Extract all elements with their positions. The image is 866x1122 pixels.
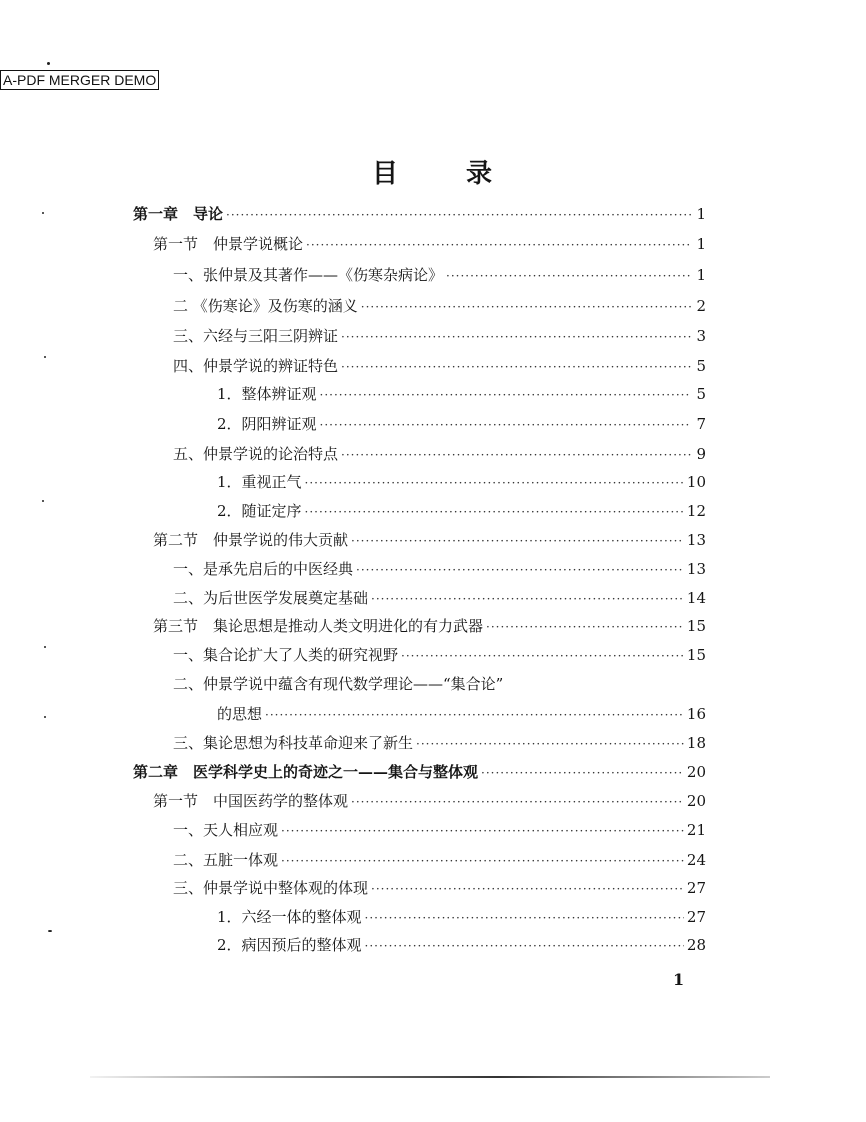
toc-entry[interactable] <box>173 558 706 579</box>
toc-entry[interactable] <box>173 819 706 840</box>
toc-entry-page: 1 <box>696 235 706 253</box>
dot-leader <box>226 208 691 222</box>
toc-entry[interactable] <box>153 615 706 636</box>
toc-entry-label: 二、为后世医学发展奠定基础 <box>173 589 369 607</box>
scan-dot <box>44 716 46 718</box>
toc-entry-page: 27 <box>686 879 706 897</box>
dot-leader <box>356 563 684 577</box>
toc-entry[interactable] <box>173 443 706 464</box>
toc-entry-page: 12 <box>686 502 706 520</box>
dot-leader <box>361 300 691 314</box>
toc-entry[interactable] <box>173 355 706 376</box>
scan-dot <box>44 356 46 358</box>
toc-entry-label: 三、仲景学说中整体观的体现 <box>173 879 369 897</box>
toc-entry-page: 7 <box>696 415 706 433</box>
scan-dot <box>42 212 44 214</box>
page-number: 1 <box>673 970 685 989</box>
scan-dot <box>47 62 50 65</box>
toc-entry[interactable] <box>173 877 706 898</box>
toc-entry[interactable] <box>173 587 706 608</box>
toc-entry-label: 三、六经与三阳三阴辨证 <box>173 327 339 345</box>
toc-entry-page: 14 <box>686 589 706 607</box>
toc-entry[interactable] <box>173 849 706 870</box>
dot-leader <box>320 418 691 432</box>
toc-entry-label: 四、仲景学说的辨证特色 <box>173 357 339 375</box>
toc-entry[interactable] <box>153 233 706 254</box>
dot-leader <box>486 620 684 634</box>
title-char-2: 录 <box>465 159 492 189</box>
dot-leader <box>341 360 691 374</box>
toc-entry-page: 16 <box>686 705 706 723</box>
toc-entry-label: 三、集论思想为科技革命迎来了新生 <box>173 734 414 752</box>
toc-entry-label: 二 《伤寒论》及伤寒的涵义 <box>173 297 358 315</box>
dot-leader <box>306 238 691 252</box>
toc-entry-label: 2．病因预后的整体观 <box>217 936 362 954</box>
toc-entry-label: 1．重视正气 <box>217 473 302 491</box>
toc-entry-label: 1．整体辨证观 <box>217 385 317 403</box>
toc-entry-page: 15 <box>686 617 706 635</box>
toc-entry-page: 27 <box>686 908 706 926</box>
toc-entry-page: 21 <box>686 821 706 839</box>
scan-artifact-line <box>90 1076 770 1078</box>
toc-entry-label: 的思想 <box>217 705 263 723</box>
toc-entry-page: 24 <box>686 851 706 869</box>
toc-entry[interactable] <box>217 703 706 724</box>
title-char-1: 目 <box>372 159 399 189</box>
dot-leader <box>341 448 691 462</box>
scan-dot <box>42 500 44 502</box>
toc-entry[interactable] <box>217 413 706 434</box>
toc-entry-page: 9 <box>696 445 706 463</box>
toc-entry[interactable] <box>217 383 706 404</box>
toc-entry-label: 第二节 仲景学说的伟大贡献 <box>153 531 349 549</box>
toc-entry[interactable] <box>217 906 706 927</box>
toc-entry-page: 18 <box>686 734 706 752</box>
toc-entry[interactable] <box>173 644 706 665</box>
dot-leader <box>365 939 684 953</box>
toc-entry-label: 一、张仲景及其著作——《伤寒杂病论》 <box>173 266 444 284</box>
toc-entry[interactable] <box>217 934 706 955</box>
dot-leader <box>351 795 684 809</box>
dot-leader <box>320 388 691 402</box>
dot-leader <box>416 737 684 751</box>
toc-entry-label: 2．随证定序 <box>217 502 302 520</box>
toc-entry[interactable] <box>173 732 706 753</box>
toc-entry-page: 5 <box>696 357 706 375</box>
dot-leader <box>281 824 684 838</box>
toc-entry[interactable] <box>217 500 706 521</box>
toc-entry-label: 一、是承先启后的中医经典 <box>173 560 354 578</box>
toc-entry-page: 1 <box>696 205 706 223</box>
toc-entry-page: 20 <box>686 792 706 810</box>
toc-entry-label: 一、集合论扩大了人类的研究视野 <box>173 646 399 664</box>
toc-entry-label: 五、仲景学说的论治特点 <box>173 445 339 463</box>
watermark-label: A-PDF MERGER DEMO <box>0 70 159 90</box>
dot-leader <box>446 269 691 283</box>
toc-entry[interactable] <box>217 471 706 492</box>
toc-entry-label: 1．六经一体的整体观 <box>217 908 362 926</box>
dot-leader <box>481 766 684 780</box>
toc-entry[interactable] <box>153 529 706 550</box>
dot-leader <box>341 330 691 344</box>
dot-leader <box>281 854 684 868</box>
toc-entry-page: 10 <box>686 473 706 491</box>
toc-entry-label: 第二章 医学科学史上的奇迹之一——集合与整体观 <box>133 763 479 781</box>
dot-leader <box>265 708 684 722</box>
toc-entry-page: 13 <box>686 531 706 549</box>
dot-leader <box>371 882 684 896</box>
toc-entry[interactable] <box>133 761 706 782</box>
dot-leader <box>351 534 684 548</box>
dot-leader <box>305 505 684 519</box>
toc-entry-page: 28 <box>686 936 706 954</box>
toc-entry-label: 二、五脏一体观 <box>173 851 279 869</box>
toc-entry[interactable] <box>173 264 706 285</box>
dot-leader <box>305 476 684 490</box>
toc-entry-label: 第一节 中国医药学的整体观 <box>153 792 349 810</box>
dot-leader <box>365 911 684 925</box>
toc-entry-label: 2．阴阳辨证观 <box>217 415 317 433</box>
toc-entry-label: 一、天人相应观 <box>173 821 279 839</box>
toc-entry-label: 第三节 集论思想是推动人类文明进化的有力武器 <box>153 617 484 635</box>
toc-entry-page: 20 <box>686 763 706 781</box>
toc-entry-label: 第一节 仲景学说概论 <box>153 235 304 253</box>
toc-entry[interactable] <box>173 325 706 346</box>
toc-entry-page: 2 <box>696 297 706 315</box>
toc-entry-label: 第一章 导论 <box>133 205 224 223</box>
toc-entry[interactable] <box>133 203 706 224</box>
toc-entry-page: 15 <box>686 646 706 664</box>
toc-entry-page: 5 <box>696 385 706 403</box>
toc-entry-first-line[interactable]: 二、仲景学说中蕴含有现代数学理论——“集合论” <box>173 675 504 693</box>
toc-entry-page: 3 <box>696 327 706 345</box>
toc-entry-page: 1 <box>696 266 706 284</box>
dot-leader <box>371 592 684 606</box>
page-title <box>372 153 492 190</box>
scan-dot <box>44 646 46 648</box>
toc-entry-page: 13 <box>686 560 706 578</box>
dot-leader <box>401 649 684 663</box>
toc-entry[interactable] <box>173 295 706 316</box>
toc-entry[interactable] <box>153 790 706 811</box>
scan-dot <box>48 930 52 932</box>
